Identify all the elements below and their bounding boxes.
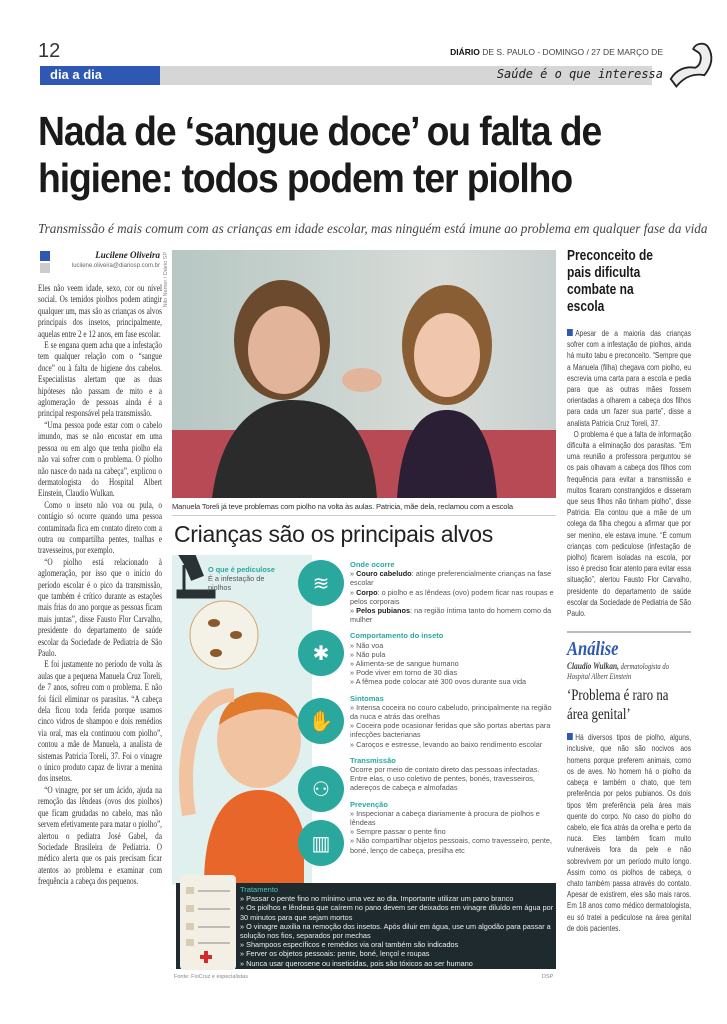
photo-credit: Nilo Nemer / Diário SP (163, 252, 169, 308)
info-item: » Pelos pubianos: na região íntima tanto do homem como da mulher (350, 606, 552, 625)
divider (172, 515, 556, 516)
paragraph: O problema é que a falta de informação dificulta a eliminação dos parasitas. “Em uma reunião a professora perguntou se os pais olhavam a cabeça dos filhos com frequência para evitar a transmissão e muitos ficaram constrangidos e disseram que seus filhos não tinham piolho”, disse Patricia. Ela contou que a mãe de um colega da filha chegou a afirmar que por ser menino, ele estava imune. “É comum crianças com pediculose (infestação de piolho) ficarem isoladas na escola, por isso é preciso ficar atento para evitar essa situação”, alertou Fausto Flor Carvalho, presidente do departamento de saúde escolar da Sociedade de Pediatria de São Paulo. (567, 429, 692, 619)
paragraph: Há diversos tipos de piolho, alguns, inclusive, que não são nocivos aos homens porque preferem animais, como os de aves. No homem há o piolho da cabeça e também o chato, que tem preferência por pelos pubianos. Os dois tipos têm preferência pela área mais quente do corpo. No caso do piolho do cabelo, ele fica atrás da orelha e perto da nuca. Eles também ficam muito vulneráveis fora da pele e não sobrevivem por um período muito longo. Assim como os piolhos de cabeça, o chato também passa através do contato. Apesar de existirem, eles são mais raros. Em 18 anos como médico dermatologista, eu só tratei a pediculose na área genital de dois pacientes. (567, 733, 692, 933)
info-text: Ocorre por meio de contato direto das pessoas infectadas. Entre elas, o uso coletivo de pentes, bonés, travesseiros, adereços de cabeça e almofadas (350, 765, 540, 793)
treatment-list (240, 885, 556, 968)
treatment-item: » Passar o pente fino no mínimo uma vez ao dia. Importante utilizar um pano branco (240, 894, 514, 904)
paragraph: Apesar de a maioria das crianças sofrer com a infestação de piolhos, ainda há muito tabu e preconceito. “Sempre que a Manuela (filha) chegava com piolho, eu escrevia uma carta para a escola e pedia para que as outras mães fossem orientadas a olharem a cabeça dos filhos para cada um fazer sua parte”, disse a analista Patricia Cruz Toreli, 37. (567, 329, 692, 428)
divider (567, 631, 691, 633)
treatment-item: » Ferver os objetos pessoais: pente, boné, lençol e roupas (240, 949, 430, 959)
infographic-source: Fonte: FioCruz e especialistas (174, 974, 248, 980)
infographic-sections (350, 560, 556, 855)
slogan: Saúde é o que interessa (496, 67, 663, 81)
paragraph: “Uma pessoa pode estar com o cabelo imundo, mas se não encostar em uma pessoa ou em algo que tenha piolho ela não vai sofrer com o problema. O piolho não nasce do nada na cabeça”, explicou o dermatologista do Hospital Albert Einstein, Claudio Wulkan. (38, 420, 163, 500)
mother-daughter-photo (172, 250, 556, 498)
section-title: Comportamento do inseto (350, 631, 444, 641)
byline-marker (40, 263, 50, 273)
paragraph: E se engana quem acha que a infestação tem qualquer relação com o “sangue doce” ou à falta de higiene dos cabelos. Especialistas alertam que as duas hipóteses não passam de mito e a aglomeração de pessoas ainda é a principal responsável pela transmissão. (38, 341, 163, 420)
author-email[interactable]: lucilene.oliveira@diariosp.com.br (71, 263, 160, 269)
section-title: Transmissão (350, 755, 396, 765)
analysis-headline: ‘Problema é raro na área genital’ (567, 687, 669, 724)
info-item: » Inspecionar a cabeça diariamente à procura de piolhos e lêndeas (350, 808, 540, 828)
definition-text: É a infestação de piolhos (208, 574, 265, 592)
treatment-item: » Nunca usar querosene ou inseticidas, pois são tóxicos ao ser humano (240, 958, 473, 968)
paragraph: “O vinagre, por ser um ácido, ajuda na remoção das lêndeas (ovos dos piolhos) que ficam grudadas no cabelo, mas não servem efetivamente para matar o piolho”, alertou o pediatra José Gabel, da Sociedade Brasileira de Pediatria. O médico alerta que os pais precisam ficar atentos ao problema e examinar com frequência a cabeça dos pequenos. (38, 785, 163, 888)
masthead-brand: DIÁRIO (450, 47, 480, 57)
people-contact-icon: ⚇ (298, 766, 344, 812)
treatment-item: » Shampoos específicos e remédios via oral também são indicados (240, 940, 459, 950)
info-item: » Não compartilhar objetos pessoais, como travesseiro, pente, boné, lenço de cabeça, presilha etc (350, 836, 552, 855)
page-number: 12 (38, 40, 61, 62)
info-section-prevention (350, 800, 556, 855)
article-body (38, 284, 162, 889)
infographic-credit: DSP (542, 974, 554, 980)
masthead-date: DE S. PAULO - DOMINGO / 27 DE MARÇO DE (479, 47, 663, 57)
paragraph: Como o inseto não voa ou pula, o contágio só ocorre quando uma pessoa contaminada fica em contato direto com a outra ou compartilha pentes, toalhas e travesseiros, por exemplo. (38, 500, 163, 557)
infographic-title: Crianças são os principais alvos (174, 521, 493, 547)
info-item: » Coceira pode ocasionar feridas que são portas abertas para infecções bacterianas (350, 721, 551, 740)
author-name: Lucilene Oliveira (95, 250, 160, 260)
flexed-arm-icon (667, 36, 725, 92)
info-item: » Corpo: o piolho e as lêndeas (ovo) podem ficar nas roupas e pelos corporais (350, 587, 554, 606)
treatment-title: Tratamento (240, 885, 279, 894)
hair-icon: ≋ (298, 560, 344, 606)
article-photo (172, 250, 556, 498)
info-item: » Não voa (350, 640, 384, 650)
paragraph: “O piolho está relacionado à aglomeração, por isso que o início do período escolar é o pico da transmissão, que também é crítico durante as estações mais frias do ano porque as pessoas ficam mais juntas”, disse Fausto Flor Carvalho, presidente do departamento de saúde escolar da Sociedade de Pediatria de São Paulo. (38, 557, 163, 659)
right-column (567, 248, 691, 934)
subtitle: Transmissão é mais comum com as crianças em idade escolar, mas ninguém está imune ao problema em qualquer fase da vida (38, 221, 708, 236)
info-item: » Sempre passar o pente fino (350, 827, 446, 837)
paragraph: E foi justamente no período de volta às aulas que a pequena Manuela Cruz Toreli, de 7 anos, sofreu com o problema. E não foi fácil eliminar os parasitas. “A cabeça dela ficou toda ferida porque usamos cinco vidros de shampoo e dois remédios via oral, mas ela continuou com piolho”, contou a mãe de Manuela, a analista de sistemas Patricia Toreli, 37. Foi o vinagre o único produto capaz de livrar a menina dos insetos. (38, 660, 163, 785)
section-title: Sintomas (350, 693, 384, 703)
info-item: » Caroços e estresse, levando ao baixo rendimento escolar (350, 739, 543, 749)
analysis-label: Análise (567, 638, 619, 661)
clipboard-icon (180, 875, 236, 970)
info-section-symptoms (350, 694, 556, 749)
masthead (450, 47, 663, 57)
info-section-behavior (350, 631, 556, 686)
comb-icon: ▥ (298, 820, 344, 866)
info-section-where (350, 560, 556, 624)
headline: Nada de ‘sangue doce’ ou falta de higiene: todos podem ter piolho (38, 108, 602, 201)
boy-scratching-head-illustration (174, 555, 304, 885)
sidebar-title: Preconceito de pais dificulta combate na escola (567, 248, 653, 315)
pediculosis-definition (208, 565, 288, 592)
definition-title: O que é pediculose (208, 565, 275, 574)
info-item: » Couro cabeludo: atinge preferencialmente crianças na fase escolar (350, 569, 552, 588)
treatment-item: » O vinagre auxilia na remoção dos insetos. Após diluir em água, use um algodão para passar a solução nos fios, separados por mechas (240, 921, 551, 941)
photo-caption: Manuela Toreli já teve problemas com piolho na volta às aulas. Patricia, mãe dela, reclamou com a escola (172, 502, 513, 511)
analysis-body (567, 732, 691, 934)
info-item: » Não pula (350, 649, 386, 659)
paragraph: Eles não veem idade, sexo, cor ou nível social. Os temidos piolhos podem atingir qualquer um, mas são as crianças os alvos principais dos insetos, principalmente, aquelas entre 2 e 12 anos, em fase escolar. (38, 284, 162, 340)
info-item: » Alimenta-se de sangue humano (350, 659, 459, 669)
section-label: dia a dia (40, 66, 160, 85)
info-item: » A fêmea pode colocar até 300 ovos durante sua vida (350, 677, 527, 687)
louse-icon: ✱ (298, 630, 344, 676)
analysis-author: Claudio Wulkan, dermatologista do Hospital Albert Einstein (567, 661, 669, 682)
info-section-transmission (350, 756, 556, 793)
info-item: » Pode viver em torno de 30 dias (350, 668, 458, 678)
sidebar-body (567, 328, 691, 619)
section-title: Onde ocorre (350, 560, 395, 569)
info-item: » Intensa coceira no couro cabeludo, principalmente na região da nuca e atrás das orelhas (350, 702, 552, 722)
paragraph-marker (567, 733, 573, 740)
byline-marker (40, 251, 50, 261)
scratching-icon: ✋ (298, 698, 344, 744)
section-title: Prevenção (350, 799, 388, 809)
treatment-item: » Os piolhos e lêndeas que caírem no pano devem ser deixados em vinagre diluído em água por 30 minutos para que sejam mortos (240, 903, 554, 922)
paragraph-marker (567, 329, 573, 336)
